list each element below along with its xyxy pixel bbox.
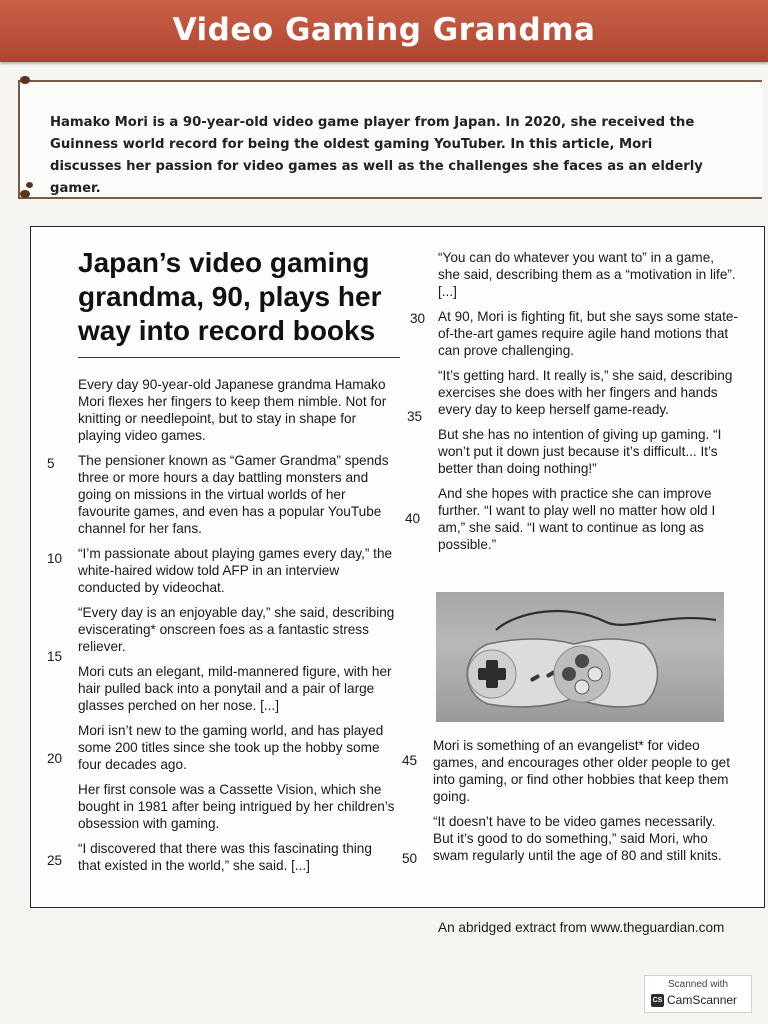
- line-number: 35: [407, 409, 423, 424]
- right-column-bottom: [433, 737, 738, 872]
- paragraph: Mori isn’t new to the gaming world, and has played some 200 titles since she took up the hobby some four decades ago.: [78, 723, 384, 772]
- article-headline: Japan’s video gaming grandma, 90, plays her way into record books: [78, 247, 382, 346]
- camscanner-watermark: [644, 975, 752, 1013]
- bug-icon: [20, 76, 30, 84]
- paragraph: “It’s getting hard. It really is,” she said, describing exercises she does with her fingers and hands every day to keep herself game-ready.: [438, 368, 733, 417]
- paragraph: At 90, Mori is fighting fit, but she says some state-of-the-art games require agile hand motions that can prove challenging.: [438, 309, 738, 358]
- paragraph: “Every day is an enjoyable day,” she said, describing eviscerating* onscreen foes as a fantastic stress reliever.: [78, 605, 395, 654]
- line-number: 40: [405, 511, 421, 526]
- paragraph: But she has no intention of giving up gaming. “I won’t put it down just because it’s difficult... It’s better than doing nothing!”: [438, 427, 722, 476]
- paragraph: Every day 90-year-old Japanese grandma Hamako Mori flexes her fingers to keep them nimble. Not for knitting or needlepoint, but to stay in shape for playing video games.: [78, 377, 387, 443]
- line-number: 5: [47, 456, 55, 471]
- line-number: 25: [47, 853, 63, 868]
- title-banner: [0, 0, 768, 62]
- paragraph: “It doesn’t have to be video games necessarily. But it’s good to do something,” said Mori, who swam regularly until the age of 80 and still knits.: [433, 814, 722, 863]
- line-number: 10: [47, 551, 63, 566]
- source-credit: An abridged extract from www.theguardian.com: [438, 920, 725, 935]
- scanner-caption: Scanned with: [667, 979, 729, 990]
- scanner-brand: CamScanner: [667, 993, 738, 1007]
- paragraph: And she hopes with practice she can improve further. “I want to play well no matter how old I am,” she said. “I want to continue as long as possible.”: [438, 486, 716, 552]
- intro-text: Hamako Mori is a 90-year-old video game player from Japan. In 2020, she received the Guinness world record for being the oldest gaming YouTuber. In this article, Mori discusses her passion for video games as well as the challenges she faces as an elderly gamer.: [50, 115, 703, 196]
- left-column: [78, 376, 396, 882]
- bug-icon: [26, 182, 33, 188]
- paragraph: The pensioner known as “Gamer Grandma” spends three or more hours a day battling monsters and going on missions in the virtual worlds of her favourite games, and even has a popular YouTube channel for her fans.: [78, 453, 389, 536]
- bug-icon: [20, 190, 30, 198]
- camscanner-logo-icon: CS: [651, 994, 664, 1007]
- paragraph: “You can do whatever you want to” in a game, she said, describing them as a “motivation in life”. [...]: [438, 250, 736, 299]
- controller-photo: [436, 592, 724, 722]
- line-number: 20: [47, 751, 63, 766]
- line-number: 30: [410, 311, 426, 326]
- line-number: 45: [402, 753, 418, 768]
- paragraph: Mori cuts an elegant, mild-mannered figure, with her hair pulled back into a ponytail and a pair of large glasses perched on her nose. [...]: [78, 664, 392, 713]
- game-controller-icon: [436, 592, 724, 722]
- headline-divider: [78, 357, 400, 358]
- paragraph: Mori is something of an evangelist* for video games, and encourages other older people to get into gaming, or find other hobbies that keep them going.: [433, 738, 731, 804]
- line-number: 50: [402, 851, 418, 866]
- right-column-top: [438, 249, 738, 561]
- paragraph: “I’m passionate about playing games every day,” the white-haired widow told AFP in an interview conducted by videochat.: [78, 546, 393, 595]
- line-number: 15: [47, 649, 63, 664]
- page-title: Video Gaming Grandma: [172, 12, 596, 48]
- paragraph: Her first console was a Cassette Vision, which she bought in 1981 after being intrigued by her children’s obsession with gaming.: [78, 782, 395, 831]
- paragraph: “I discovered that there was this fascinating thing that existed in the world,” she said. [...]: [78, 841, 372, 873]
